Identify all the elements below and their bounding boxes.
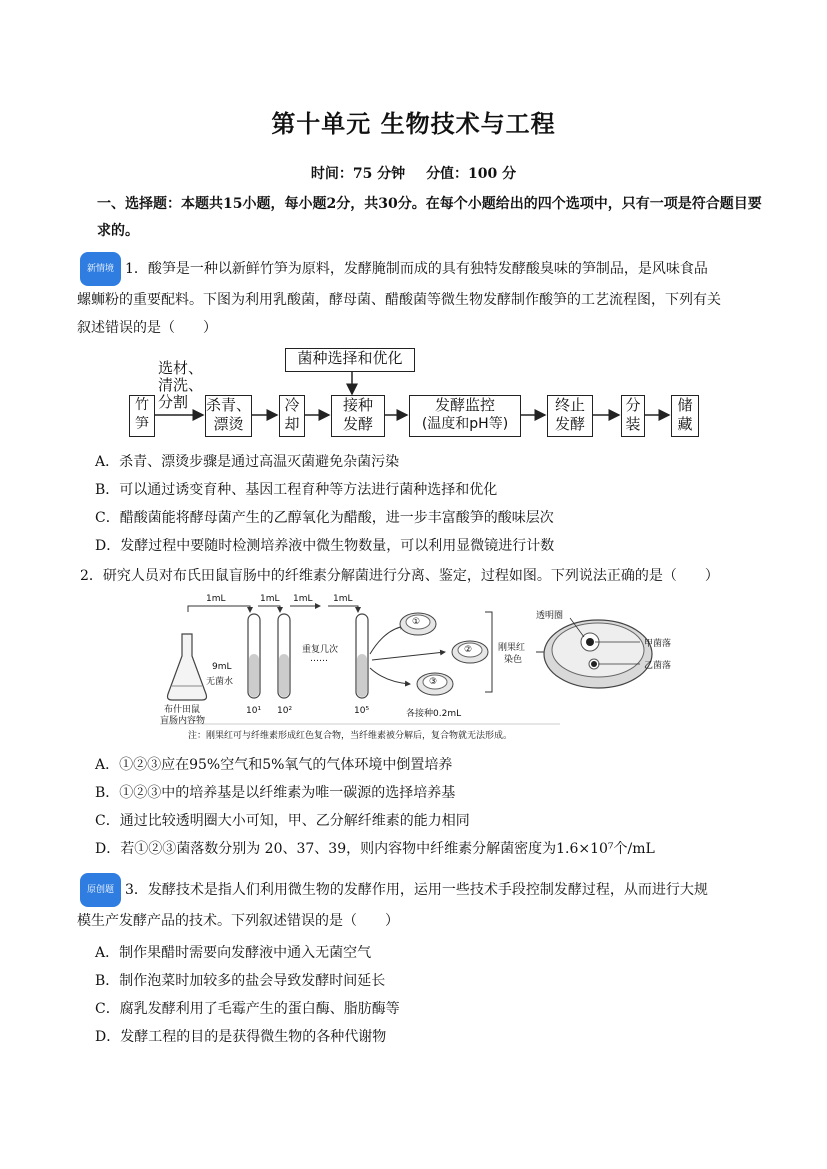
- q3-option-b: B．制作泡菜时加较多的盐会导致发酵时间延长: [95, 973, 386, 989]
- q3-stem-line2: 模生产发酵产品的技术。下列叙述错误的是（ ）: [77, 913, 399, 929]
- flow-box-stop: 终止发酵: [547, 395, 593, 437]
- q3-option-c: C．腐乳发酵利用了毛霉产生的蛋白酶、脂肪酶等: [95, 1001, 400, 1017]
- plate-1-label: ①: [412, 617, 421, 627]
- figure-note: 注：刚果红可与纤维素形成红色复合物，当纤维素被分解后，复合物就无法形成。: [188, 731, 513, 741]
- q1-stem-line2: 螺蛳粉的重要配料。下图为利用乳酸菌，酵母菌、醋酸菌等微生物发酵制作酸笋的工艺流程图，下列有关: [77, 292, 721, 308]
- section-heading: 一、选择题：本题共15小题，每小题2分，共30分。在每个小题给出的四个选项中，只有一项是符合题目要求的。: [97, 196, 762, 239]
- q2-stem: 2．研究人员对布氏田鼠盲肠中的纤维素分解菌进行分离、鉴定，过程如图。下列说法正确的是（ ）: [80, 568, 719, 584]
- label-flask-2: 盲肠内容物: [160, 716, 206, 726]
- flow-box-strain-selection: 菌种选择和优化: [285, 348, 415, 372]
- label-9ml: 9mL: [212, 662, 232, 672]
- q2-option-a: A．①②③应在95%空气和5%氧气的气体环境中倒置培养: [95, 757, 453, 773]
- label-colony-b: 乙菌落: [644, 661, 672, 671]
- flow-box-cool: 冷却: [279, 395, 305, 437]
- label-transfer-3: 1mL: [293, 594, 313, 604]
- flow-box-bamboo: 竹笋: [129, 395, 155, 437]
- label-transfer-1: 1mL: [206, 594, 226, 604]
- label-clear-zone: 透明圈: [536, 611, 564, 621]
- exam-time: 时间：75 分钟: [310, 166, 406, 182]
- q1-stem: [77, 252, 770, 342]
- q2-figure: [160, 594, 720, 750]
- flow-box-store: 储藏: [671, 395, 699, 437]
- label-congo-red: 刚果红: [498, 643, 526, 653]
- q2-option-d: D．若①②③菌落数分别为 20、37、39，则内容物中纤维素分解菌密度为1.6×10⁷个/mL: [95, 841, 655, 857]
- flow-box-monitor: 发酵监控 (温度和pH等): [409, 395, 521, 437]
- page-title: 第十单元 生物技术与工程: [271, 110, 556, 138]
- label-colony-a: 甲菌落: [644, 639, 672, 649]
- q1-option-c: C．醋酸菌能将酵母菌产生的乙醇氧化为醋酸，进一步丰富酸笋的酸味层次: [95, 510, 554, 526]
- flow-box-inoculate: 接种发酵: [331, 395, 385, 437]
- q1-option-a: A．杀青、漂烫步骤是通过高温灭菌避免杂菌污染: [95, 454, 400, 470]
- q1-stem-line3: 叙述错误的是（ ）: [77, 320, 217, 336]
- label-repeat: 重复几次: [302, 645, 339, 655]
- label-dilution-1: 10¹: [246, 706, 262, 716]
- q1-stem-line1: 1．酸笋是一种以新鲜竹笋为原料，发酵腌制而成的具有独特发酵酸臭味的笋制品，是风味食品: [125, 261, 708, 277]
- label-dilution-2: 10²: [277, 706, 293, 716]
- q3-stem-line1: 3．发酵技术是指人们利用微生物的发酵作用，运用一些技术手段控制发酵过程，从而进行大规: [125, 882, 708, 898]
- exam-meta: [0, 163, 827, 183]
- flow-box-package: 分装: [621, 395, 645, 437]
- q1-option-b: B．可以通过诱变育种、基因工程育种等方法进行菌种选择和优化: [95, 482, 498, 498]
- q1-option-d: D．发酵过程中要随时检测培养液中微生物数量，可以利用显微镜进行计数: [95, 538, 555, 554]
- plate-3-label: ③: [429, 677, 438, 687]
- label-transfer-2: 1mL: [260, 594, 280, 604]
- flow-label-prep: 选材、清洗、分割: [158, 359, 204, 411]
- label-flask-1: 布什田鼠: [164, 705, 201, 715]
- separation-diagram: [160, 594, 720, 750]
- label-sterile-water: 无菌水: [206, 677, 234, 687]
- label-dilution-5: 10⁵: [354, 706, 370, 716]
- label-transfer-4: 1mL: [333, 594, 353, 604]
- label-dots: ……: [310, 654, 328, 664]
- q3-option-a: A．制作果醋时需要向发酵液中通入无菌空气: [95, 945, 372, 961]
- label-inoculate: 各接种0.2mL: [406, 709, 462, 719]
- plate-2-label: ②: [464, 645, 473, 655]
- q3-stem: [77, 873, 770, 935]
- q1-flowchart: [125, 346, 705, 446]
- q1-badge: 新情境: [80, 252, 121, 286]
- q3-option-d: D．发酵工程的目的是获得微生物的各种代谢物: [95, 1029, 387, 1045]
- q2-option-b: B．①②③中的培养基是以纤维素为唯一碳源的选择培养基: [95, 785, 456, 801]
- exam-score: 分值：100 分: [426, 166, 517, 182]
- q3-badge: 原创题: [80, 873, 121, 907]
- q2-option-c: C．通过比较透明圈大小可知，甲、乙分解纤维素的能力相同: [95, 813, 470, 829]
- label-stain: 染色: [504, 655, 523, 665]
- flow-box-blanch: 杀青、漂烫: [205, 395, 252, 437]
